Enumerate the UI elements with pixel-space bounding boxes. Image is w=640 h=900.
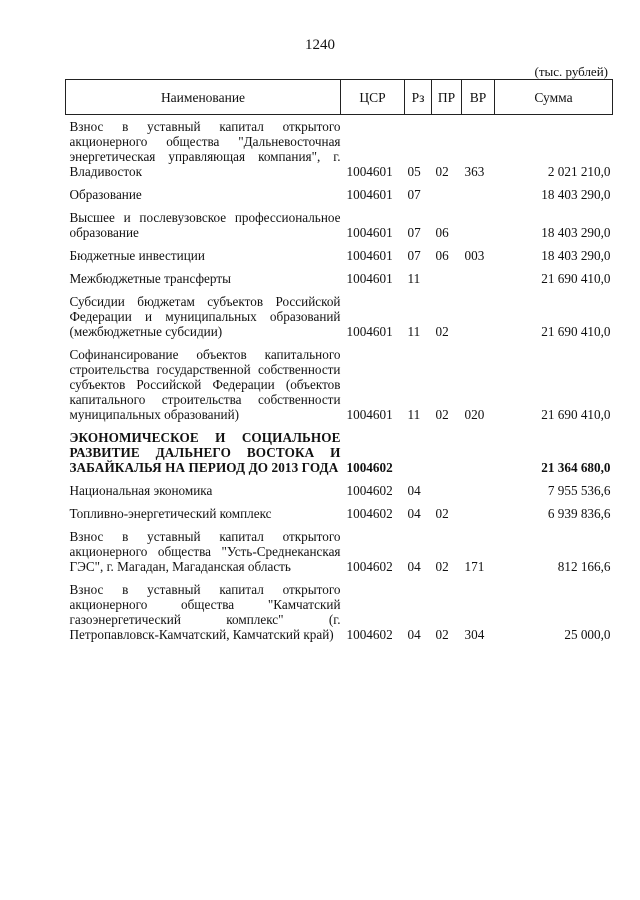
header-name: Наименование: [66, 80, 341, 115]
table-row: [66, 578, 613, 646]
cell-vr: [462, 183, 495, 206]
cell-vr: 171: [464, 559, 485, 574]
cell-vr: [462, 206, 495, 244]
cell-name: Топливно-энергетический комплекс: [69, 506, 272, 521]
cell-sum: 7 955 536,6: [547, 483, 611, 498]
cell-sum: 21 690 410,0: [541, 407, 611, 422]
cell-rz: 07: [407, 248, 421, 263]
cell-csr: 1004602: [346, 627, 393, 642]
cell-name: Высшее и послевузовское профессиональное образование: [69, 210, 341, 240]
cell-pr: 02: [435, 324, 449, 339]
cell-pr: [432, 479, 462, 502]
cell-sum: 21 690 410,0: [541, 324, 611, 339]
table-row: [66, 115, 613, 184]
table-row: [66, 343, 613, 426]
cell-rz: [405, 426, 432, 479]
table-header: [66, 80, 613, 115]
cell-pr: 02: [435, 407, 449, 422]
table-row: [66, 183, 613, 206]
cell-vr: 003: [464, 248, 485, 263]
table-row: [66, 502, 613, 525]
cell-rz: 04: [407, 506, 421, 521]
cell-csr: 1004601: [346, 225, 393, 240]
cell-vr: 363: [464, 164, 485, 179]
cell-vr: 020: [464, 407, 485, 422]
cell-pr: [432, 426, 462, 479]
cell-vr: [462, 502, 495, 525]
table-row: [66, 206, 613, 244]
cell-csr: 1004602: [346, 506, 393, 521]
cell-sum: 21 364 680,0: [541, 460, 611, 475]
cell-pr: [432, 183, 462, 206]
cell-csr: 1004601: [346, 324, 393, 339]
cell-sum: 18 403 290,0: [541, 225, 611, 240]
cell-name: Взнос в уставный капитал открытого акционерного общества "Усть-Среднеканская ГЭС", г. Магадан, Магаданская область: [69, 529, 341, 574]
cell-csr: 1004602: [346, 483, 393, 498]
cell-sum: 812 166,6: [557, 559, 611, 574]
page-number: 1240: [305, 37, 335, 53]
table-body: [66, 115, 613, 647]
cell-sum: 18 403 290,0: [541, 187, 611, 202]
cell-pr: [432, 267, 462, 290]
cell-vr: [462, 426, 495, 479]
cell-rz: 11: [407, 324, 421, 339]
cell-csr: 1004601: [346, 164, 393, 179]
cell-vr: [462, 479, 495, 502]
cell-sum: 2 021 210,0: [547, 164, 611, 179]
cell-name: Софинансирование объектов капитального строительства государственной собственности субъектов Российской Федерации (объектов капитального строительства собственности муниципальных образований): [69, 347, 341, 422]
cell-rz: 11: [407, 271, 421, 286]
cell-pr: 02: [435, 164, 449, 179]
table-row: [66, 479, 613, 502]
header-vr: ВР: [462, 80, 495, 115]
cell-sum: 25 000,0: [564, 627, 611, 642]
cell-name: Бюджетные инвестиции: [69, 248, 205, 263]
cell-name: ЭКОНОМИЧЕСКОЕ И СОЦИАЛЬНОЕ РАЗВИТИЕ ДАЛЬНЕГО ВОСТОКА И ЗАБАЙКАЛЬЯ НА ПЕРИОД ДО 2013 ГОДА: [69, 430, 341, 475]
table-row: [66, 525, 613, 578]
cell-vr: 304: [464, 627, 485, 642]
budget-table: [65, 79, 613, 646]
table-row: [66, 244, 613, 267]
cell-name: Взнос в уставный капитал открытого акционерного общества "Дальневосточная энергетическая управляющая компания", г. Владивосток: [69, 119, 341, 179]
cell-pr: 02: [435, 506, 449, 521]
cell-pr: 02: [435, 559, 449, 574]
table-row: [66, 290, 613, 343]
cell-name: Субсидии бюджетам субъектов Российской Федерации и муниципальных образований (межбюджетные субсидии): [69, 294, 341, 339]
cell-rz: 07: [407, 225, 421, 240]
header-pr: ПР: [432, 80, 462, 115]
table-row: [66, 267, 613, 290]
cell-vr: [462, 290, 495, 343]
cell-csr: 1004602: [346, 559, 393, 574]
cell-pr: 02: [435, 627, 449, 642]
cell-name: Взнос в уставный капитал открытого акционерного общества "Камчатский газоэнергетический комплекс" (г. Петропавловск-Камчатский, Камчатский край): [69, 582, 341, 642]
cell-sum: 18 403 290,0: [541, 248, 611, 263]
cell-csr: 1004601: [346, 407, 393, 422]
cell-csr: 1004601: [346, 248, 393, 263]
table-row: [66, 426, 613, 479]
cell-name: Межбюджетные трансферты: [69, 271, 231, 286]
cell-rz: 04: [407, 483, 421, 498]
cell-vr: [462, 267, 495, 290]
cell-rz: 11: [407, 407, 421, 422]
header-sum: Сумма: [495, 80, 613, 115]
cell-sum: 6 939 836,6: [547, 506, 611, 521]
cell-rz: 04: [407, 627, 421, 642]
cell-csr: 1004602: [346, 460, 393, 475]
header-csr: ЦСР: [341, 80, 405, 115]
cell-rz: 04: [407, 559, 421, 574]
cell-sum: 21 690 410,0: [541, 271, 611, 286]
cell-csr: 1004601: [346, 187, 393, 202]
cell-name: Образование: [69, 187, 142, 202]
cell-rz: 07: [407, 187, 421, 202]
header-rz: Рз: [405, 80, 432, 115]
cell-rz: 05: [407, 164, 421, 179]
cell-pr: 06: [435, 225, 449, 240]
cell-csr: 1004601: [346, 271, 393, 286]
cell-pr: 06: [435, 248, 449, 263]
cell-name: Национальная экономика: [69, 483, 213, 498]
units-label: (тыс. рублей): [534, 64, 608, 79]
